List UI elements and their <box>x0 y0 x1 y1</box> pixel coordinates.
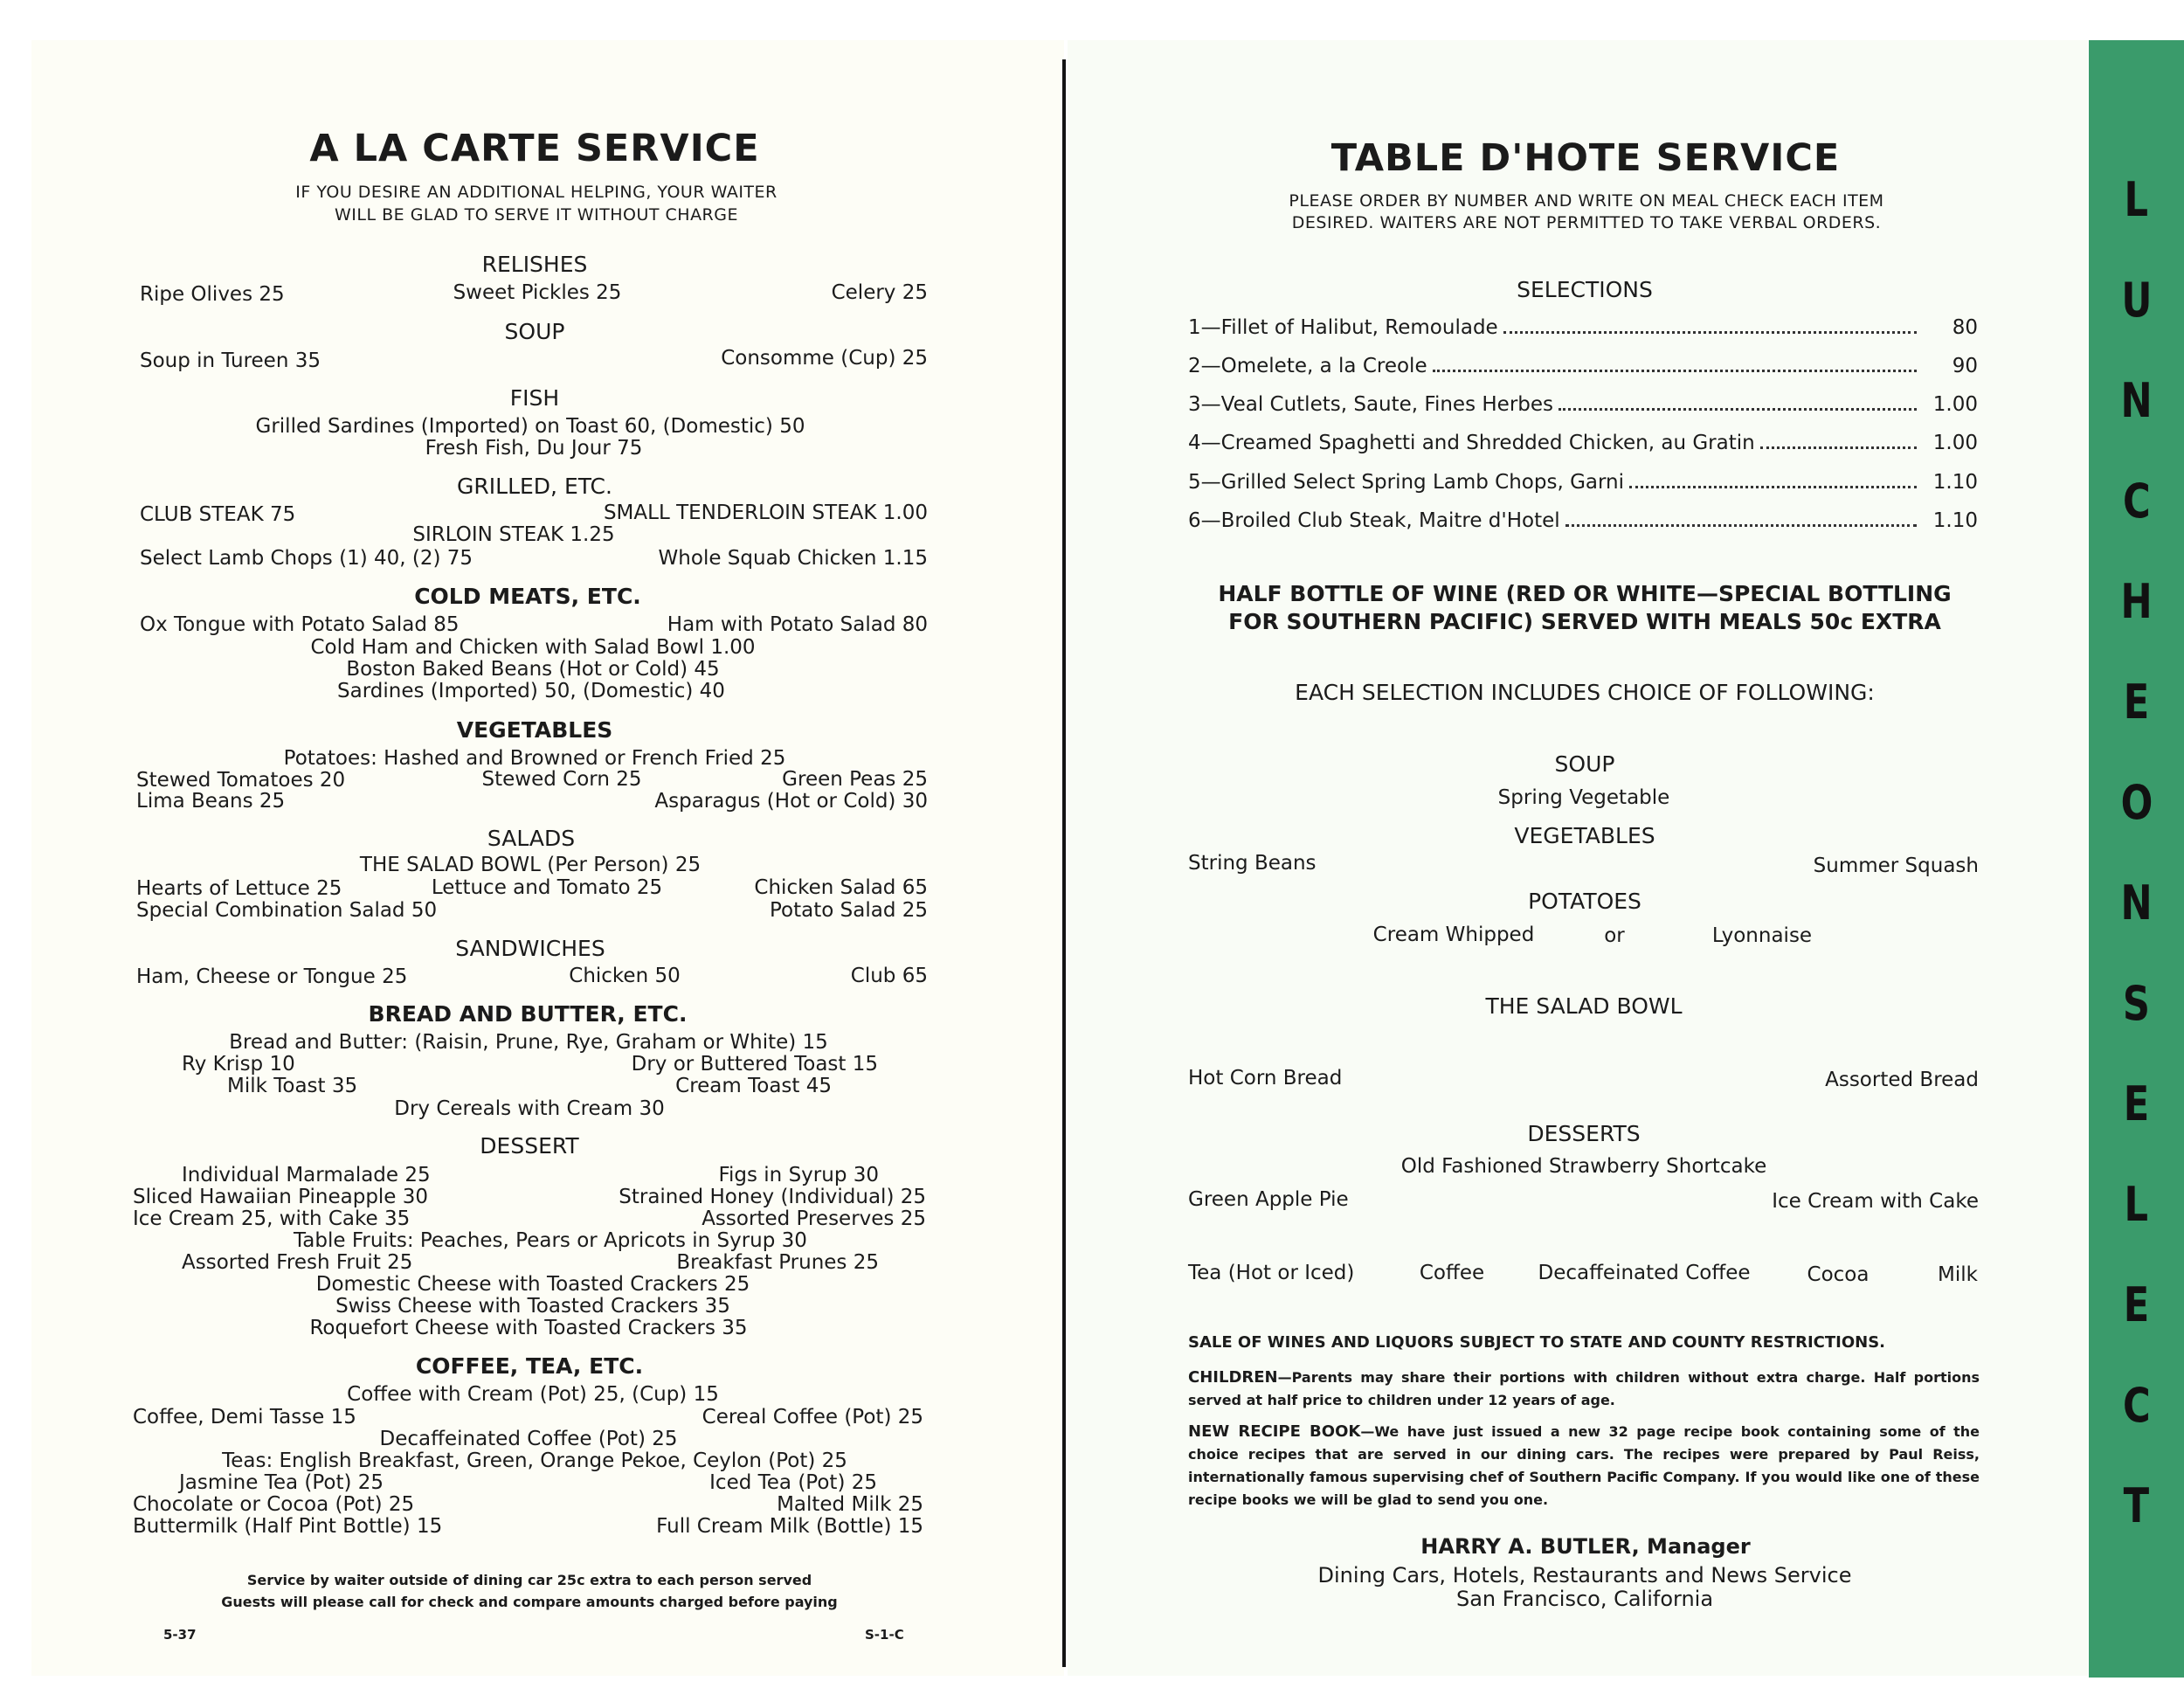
dessert-choice: Old Fashioned Strawberry Shortcake <box>1400 1155 1767 1178</box>
menu-item: SMALL TENDERLOIN STEAK 1.00 <box>603 502 928 524</box>
selection-name: 1—Fillet of Halibut, Remoulade <box>1188 316 1498 339</box>
menu-item: Fresh Fish, Du Jour 75 <box>425 437 643 460</box>
menu-item: Ox Tongue with Potato Salad 85 <box>140 613 460 636</box>
menu-item: CLUB STEAK 75 <box>140 503 296 526</box>
selection-price: 80 <box>1952 316 1978 339</box>
dessert-choice: Ice Cream with Cake <box>1772 1190 1979 1213</box>
dot-leader <box>1433 370 1917 372</box>
or-label: or <box>1604 924 1625 947</box>
menu-item: Chicken 50 <box>569 965 681 987</box>
print-code-left: 5-37 <box>163 1627 197 1643</box>
tab-letter: S <box>2122 976 2151 1031</box>
sandwiches-heading: SANDWICHES <box>455 936 605 961</box>
menu-item: Ham, Cheese or Tongue 25 <box>136 965 408 988</box>
menu-item: Strained Honey (Individual) 25 <box>619 1186 926 1208</box>
menu-item: Assorted Fresh Fruit 25 <box>182 1251 413 1274</box>
selection-price: 1.10 <box>1932 509 1978 532</box>
menu-item: Ham with Potato Salad 80 <box>667 613 928 636</box>
soup-choice-heading: SOUP <box>1554 751 1615 777</box>
tab-letter: U <box>2120 273 2153 328</box>
fish-heading: FISH <box>509 385 560 411</box>
wine-note-line1: HALF BOTTLE OF WINE (RED OR WHITE—SPECIAL BOTTLING <box>1218 581 1952 606</box>
menu-item: Ripe Olives 25 <box>140 283 285 306</box>
selection-row <box>1188 316 1978 348</box>
selection-name: 2—Omelete, a la Creole <box>1188 355 1427 377</box>
a-la-carte-subtitle-line1: IF YOU DESIRE AN ADDITIONAL HELPING, YOUR WAITER <box>295 183 778 202</box>
selection-row <box>1188 471 1978 502</box>
menu-item: Figs in Syrup 30 <box>718 1164 879 1186</box>
selection-row <box>1188 509 1978 541</box>
vegetable-choice: String Beans <box>1188 852 1317 875</box>
tab-letter: N <box>2120 875 2153 930</box>
menu-item: Table Fruits: Peaches, Pears or Apricots in Syrup 30 <box>294 1229 807 1252</box>
children-note <box>1188 1366 1980 1412</box>
menu-item: Club 65 <box>850 965 928 987</box>
potatoes-choice-heading: POTATOES <box>1528 889 1641 914</box>
menu-item: Buttermilk (Half Pint Bottle) 15 <box>133 1515 443 1538</box>
menu-item: Individual Marmalade 25 <box>182 1164 431 1186</box>
menu-item: Lettuce and Tomato 25 <box>431 876 663 899</box>
menu-item: Decaffeinated Coffee (Pot) 25 <box>379 1428 678 1450</box>
menu-item: Iced Tea (Pot) 25 <box>709 1471 877 1494</box>
drink-choice: Milk <box>1938 1263 1978 1286</box>
menu-item: Breakfast Prunes 25 <box>676 1251 879 1274</box>
selection-price: 1.00 <box>1932 393 1978 416</box>
menu-item: THE SALAD BOWL (Per Person) 25 <box>359 854 702 876</box>
potato-choice: Cream Whipped <box>1372 924 1535 946</box>
menu-item: Select Lamb Chops (1) 40, (2) 75 <box>140 547 473 570</box>
includes-heading: EACH SELECTION INCLUDES CHOICE OF FOLLOWING: <box>1295 680 1875 705</box>
menu-item: Whole Squab Chicken 1.15 <box>658 547 928 570</box>
menu-item: Lima Beans 25 <box>136 790 286 813</box>
drink-choice: Tea (Hot or Iced) <box>1188 1262 1355 1284</box>
menu-item: Grilled Sardines (Imported) on Toast 60, (Domestic) 50 <box>255 415 805 438</box>
menu-item: Sliced Hawaiian Pineapple 30 <box>133 1186 429 1208</box>
selection-name: 4—Creamed Spaghetti and Shredded Chicken, au Gratin <box>1188 432 1755 454</box>
salads-heading: SALADS <box>487 826 576 851</box>
desserts-choice-heading: DESSERTS <box>1527 1121 1641 1146</box>
menu-item: Dry Cereals with Cream 30 <box>394 1097 665 1120</box>
tab-letter: L <box>2124 172 2149 227</box>
coffee-heading: COFFEE, TEA, ETC. <box>415 1353 644 1379</box>
dot-leader <box>1559 408 1917 411</box>
manager-location: San Francisco, California <box>1455 1587 1714 1611</box>
table-dhote-subtitle-line2: DESIRED. WAITERS ARE NOT PERMITTED TO TAKE VERBAL ORDERS. <box>1291 213 1882 232</box>
selection-row <box>1188 355 1978 386</box>
drink-choice: Decaffeinated Coffee <box>1538 1262 1751 1284</box>
recipe-lead: NEW RECIPE BOOK <box>1188 1422 1361 1441</box>
drink-choice: Coffee <box>1419 1262 1485 1284</box>
tab-letter: E <box>2123 1076 2150 1131</box>
bread-heading: BREAD AND BUTTER, ETC. <box>368 1001 688 1027</box>
menu-item: Consomme (Cup) 25 <box>721 347 928 370</box>
dot-leader <box>1503 331 1917 334</box>
selection-price: 1.10 <box>1932 471 1978 494</box>
vegetable-choice: Summer Squash <box>1813 854 1979 877</box>
menu-item: Sweet Pickles 25 <box>453 281 622 304</box>
selection-name: 3—Veal Cutlets, Saute, Fines Herbes <box>1188 393 1554 416</box>
children-lead: CHILDREN <box>1188 1368 1278 1387</box>
dot-leader <box>1760 446 1917 449</box>
service-note: Service by waiter outside of dining car 25c extra to each person served <box>246 1572 812 1588</box>
table-dhote-title: TABLE D'HOTE SERVICE <box>1330 136 1841 180</box>
check-note: Guests will please call for check and compare amounts charged before paying <box>221 1594 838 1610</box>
salad-bowl-choice: THE SALAD BOWL <box>1485 993 1683 1019</box>
menu-item: Malted Milk 25 <box>777 1493 923 1516</box>
recipe-text: —We have just issued a new 32 page recipe book containing some of the choice recipes that are served in our dining cars. The recipes were prepared by Paul Reiss, internationally famous supervising chef of Southern Pacific Company. If you would like one of these recipe books we will be glad to send you one. <box>1188 1423 1980 1508</box>
tab-letter: L <box>2124 1177 2149 1232</box>
selections-heading: SELECTIONS <box>1517 277 1653 302</box>
menu-item: Ice Cream 25, with Cake 35 <box>133 1207 411 1230</box>
selection-price: 1.00 <box>1932 432 1978 454</box>
soup-heading: SOUP <box>504 319 565 344</box>
menu-item: SIRLOIN STEAK 1.25 <box>412 523 615 546</box>
menu-item: Stewed Corn 25 <box>481 768 642 791</box>
a-la-carte-subtitle-line2: WILL BE GLAD TO SERVE IT WITHOUT CHARGE <box>335 205 738 225</box>
recipe-note <box>1188 1421 1980 1512</box>
tab-letter: C <box>2122 1378 2151 1433</box>
dessert-choice: Green Apple Pie <box>1188 1188 1349 1211</box>
selection-price: 90 <box>1952 355 1978 377</box>
menu-item: Bread and Butter: (Raisin, Prune, Rye, Graham or White) 15 <box>229 1031 828 1054</box>
selection-name: 5—Grilled Select Spring Lamb Chops, Garni <box>1188 471 1625 494</box>
menu-item: Swiss Cheese with Toasted Crackers 35 <box>335 1295 730 1318</box>
menu-item: Cold Ham and Chicken with Salad Bowl 1.00 <box>310 636 756 659</box>
vegetables-heading: VEGETABLES <box>456 717 613 743</box>
manager-title: Dining Cars, Hotels, Restaurants and News Service <box>1317 1563 1852 1588</box>
a-la-carte-title: A LA CARTE SERVICE <box>309 127 760 170</box>
bread-choice: Hot Corn Bread <box>1188 1067 1343 1090</box>
menu-item: Chicken Salad 65 <box>754 876 928 899</box>
menu-item: Dry or Buttered Toast 15 <box>631 1053 878 1076</box>
sale-notice: SALE OF WINES AND LIQUORS SUBJECT TO STATE AND COUNTY RESTRICTIONS. <box>1188 1333 1886 1352</box>
menu-item: Special Combination Salad 50 <box>136 899 438 922</box>
bread-choice: Assorted Bread <box>1825 1069 1979 1091</box>
menu-item: Full Cream Milk (Bottle) 15 <box>656 1515 923 1538</box>
menu-item: Teas: English Breakfast, Green, Orange Pekoe, Ceylon (Pot) 25 <box>222 1449 847 1472</box>
menu-item: Chocolate or Cocoa (Pot) 25 <box>133 1493 415 1516</box>
table-dhote-subtitle-line1: PLEASE ORDER BY NUMBER AND WRITE ON MEAL CHECK EACH ITEM <box>1289 191 1884 211</box>
luncheon-select-tab <box>2089 40 2184 1678</box>
center-fold-line <box>1062 59 1066 1667</box>
print-code-right: S-1-C <box>865 1627 904 1643</box>
tab-letter: E <box>2123 675 2150 730</box>
menu-item: Green Peas 25 <box>782 768 928 791</box>
menu-item: Jasmine Tea (Pot) 25 <box>179 1471 384 1494</box>
dot-leader <box>1565 524 1917 527</box>
children-text: —Parents may share their portions with children without extra charge. Half portions served at half price to children under 12 years of age. <box>1188 1369 1980 1408</box>
menu-item: Boston Baked Beans (Hot or Cold) 45 <box>346 658 720 681</box>
tab-letter: E <box>2123 1277 2150 1332</box>
menu-item: Coffee with Cream (Pot) 25, (Cup) 15 <box>347 1383 719 1406</box>
tab-letter: H <box>2120 574 2153 629</box>
tab-letter: C <box>2122 474 2151 529</box>
selection-row <box>1188 432 1978 463</box>
cold-meats-heading: COLD MEATS, ETC. <box>414 584 641 609</box>
menu-item: Celery 25 <box>831 281 928 304</box>
dot-leader <box>1629 486 1917 488</box>
grilled-heading: GRILLED, ETC. <box>457 474 612 499</box>
potato-choice: Lyonnaise <box>1711 924 1813 947</box>
menu-item: Assorted Preserves 25 <box>702 1207 926 1230</box>
menu-item: Potatoes: Hashed and Browned or French Fried 25 <box>283 747 786 770</box>
menu-item: Domestic Cheese with Toasted Crackers 25 <box>315 1273 750 1296</box>
wine-note-line2: FOR SOUTHERN PACIFIC) SERVED WITH MEALS 50c EXTRA <box>1228 609 1941 634</box>
menu-item: Sardines (Imported) 50, (Domestic) 40 <box>337 680 725 702</box>
tab-letter: N <box>2120 373 2153 428</box>
menu-item: Roquefort Cheese with Toasted Crackers 35 <box>309 1317 748 1339</box>
menu-item: Ry Krisp 10 <box>182 1053 295 1076</box>
tab-letter: O <box>2120 775 2153 830</box>
menu-item: Cereal Coffee (Pot) 25 <box>702 1406 923 1429</box>
drink-choice: Cocoa <box>1807 1263 1870 1286</box>
vegetables-choice-heading: VEGETABLES <box>1514 823 1655 848</box>
menu-item: Potato Salad 25 <box>770 899 928 922</box>
menu-item: Milk Toast 35 <box>227 1075 358 1097</box>
soup-choice: Spring Vegetable <box>1497 786 1670 809</box>
selection-name: 6—Broiled Club Steak, Maitre d'Hotel <box>1188 509 1560 532</box>
menu-item: Soup in Tureen 35 <box>140 349 321 372</box>
manager-name: HARRY A. BUTLER, Manager <box>1420 1534 1751 1559</box>
menu-item: Coffee, Demi Tasse 15 <box>133 1406 356 1429</box>
tab-letter: T <box>2123 1478 2150 1533</box>
menu-item: Cream Toast 45 <box>675 1075 832 1097</box>
dessert-heading: DESSERT <box>480 1133 579 1159</box>
selection-row <box>1188 393 1978 425</box>
menu-item: Asparagus (Hot or Cold) 30 <box>654 790 928 813</box>
menu-item: Stewed Tomatoes 20 <box>136 769 346 792</box>
menu-item: Hearts of Lettuce 25 <box>136 877 342 900</box>
relishes-heading: RELISHES <box>481 252 588 277</box>
